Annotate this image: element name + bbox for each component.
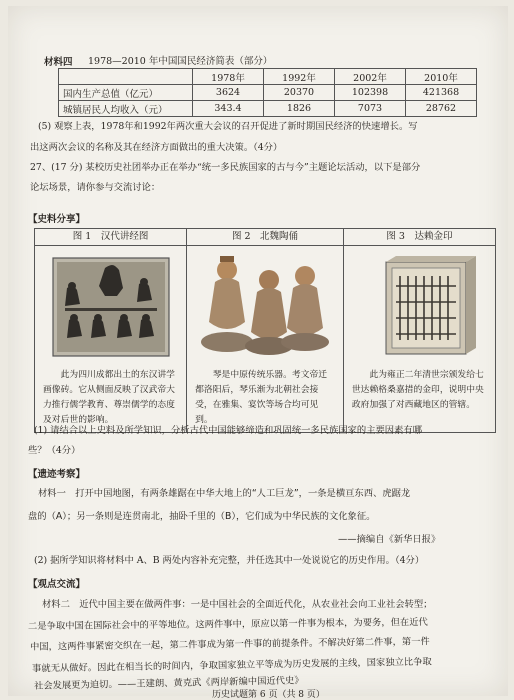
figure-caption: 图 3 达赖金印 xyxy=(344,229,495,246)
figure-caption: 图 1 汉代讲经图 xyxy=(35,229,186,246)
q5-line1: (5) 观察上表，1978年和1992年两次重大会议的召开促进了新时期国民经济的快速增长。写 xyxy=(38,121,418,132)
figure-cell xyxy=(343,229,495,433)
year-header: 2010年 xyxy=(406,69,477,85)
row-label-gdp: 国内生产总值（亿元） xyxy=(59,85,193,101)
figure-caption: 图 2 北魏陶俑 xyxy=(187,229,343,246)
material1-line1: 材料一 打开中国地图，有两条雄踞在中华大地上的“人工巨龙”，一条是横亘东西、虎踞龙 xyxy=(38,488,411,499)
material2-line1: 材料二 近代中国主要在做两件事：一是中国社会的全面近代化，从农业社会向工业社会转型； xyxy=(42,599,433,610)
material1-source: ——摘编自《新华日报》 xyxy=(338,534,441,545)
table-cell: 20370 xyxy=(264,85,335,101)
q27-line1: 27、(17 分) 某校历史社团举办正在举办“统一多民族国家的古与今”主题论坛活动，以下是部分 xyxy=(30,162,421,173)
material4-label: 材料四 xyxy=(44,57,73,68)
table-header-row xyxy=(59,69,477,85)
material2-line4: 事就无从做好。因此在相当长的时间内，争取国家独立平等成为历史发展的主线，国家独立比争取 xyxy=(31,656,432,675)
section-title-viewpoint-exchange: 【观点交流】 xyxy=(28,579,86,590)
q1-line1: (1) 请结合以上史料及所学知识，分析古代中国能够缔造和巩固统一多民族国家的主要因素有哪 xyxy=(34,425,422,436)
exam-page xyxy=(8,6,508,700)
table-cell: 28762 xyxy=(406,101,477,117)
section-title-site-survey: 【遗迹考察】 xyxy=(28,469,86,480)
table-cell: 421368 xyxy=(406,85,477,101)
material2-line2: 二是争取中国在国际社会中的平等地位。这两件事中，原应以第一件事为根本，为要务，但在近代 xyxy=(27,616,428,633)
economy-table xyxy=(58,68,477,117)
table-cell: 3624 xyxy=(193,85,264,101)
figure-image-dalai-golden-seal xyxy=(344,246,495,366)
section-title-history-share: 【史料分享】 xyxy=(28,214,86,225)
table-cell: 102398 xyxy=(335,85,406,101)
figure-description: 琴是中原传统乐器。考文帝迁都洛阳后，琴乐渐为北朝社会接受，在雅集、宴饮等场合均可见到。 xyxy=(195,370,328,425)
year-header: 1992年 xyxy=(264,69,335,85)
row-label-income: 城镇居民人均收入（元） xyxy=(59,101,193,117)
material2-line3: 中国，这两件事紧密交织在一起，第二件事成为第一件事的前提条件。不解决好第二件事，第一件 xyxy=(29,636,430,653)
material1-line2: 盘的（A）；另一条则是连贯南北，抽卧千里的（B），它们成为中华民族的文化象征。 xyxy=(28,511,376,522)
table-cell: 343.4 xyxy=(193,101,264,117)
q1-line2: 些？（4分） xyxy=(28,445,81,456)
table-cell: 7073 xyxy=(335,101,406,117)
history-figures-table xyxy=(34,228,496,433)
material2-line5: 社会发展更为迫切。——王建朗、黄克武《两岸新编中国近代史》 xyxy=(33,675,304,692)
table-row xyxy=(59,101,477,117)
figure-image-northern-wei-figurines xyxy=(187,246,343,366)
figure-description: 此为四川成都出土的东汉讲学画像砖。它从侧面反映了汉武帝大力推行儒学教育、尊崇儒学的态度及对后世的影响。 xyxy=(43,370,175,425)
table-row xyxy=(59,85,477,101)
figure-cell xyxy=(35,229,187,433)
q27-line2: 论坛场景，请你参与交流讨论： xyxy=(30,182,161,193)
figure-image-han-lecture-brick xyxy=(35,246,186,366)
page-footer: 历史试题第 6 页（共 8 页） xyxy=(212,690,325,700)
year-header: 2002年 xyxy=(335,69,406,85)
table-corner-cell xyxy=(59,69,193,85)
q5-line2: 出这两次会议的名称及其在经济方面做出的重大决策。（4分） xyxy=(30,142,283,153)
year-header: 1978年 xyxy=(193,69,264,85)
material4-title: 1978—2010 年中国国民经济简表（部分） xyxy=(88,56,273,67)
q2-text: (2) 据所学知识将材料中 A、B 两处内容补充完整，并任选其中一处说说它的历史作用。（4分） xyxy=(34,555,425,566)
figure-description: 此为雍正二年清世宗颁发给七世达赖格桑嘉措的金印，说明中央政府加强了对西藏地区的管辖。 xyxy=(351,370,484,410)
table-cell: 1826 xyxy=(264,101,335,117)
figure-cell xyxy=(187,229,344,433)
